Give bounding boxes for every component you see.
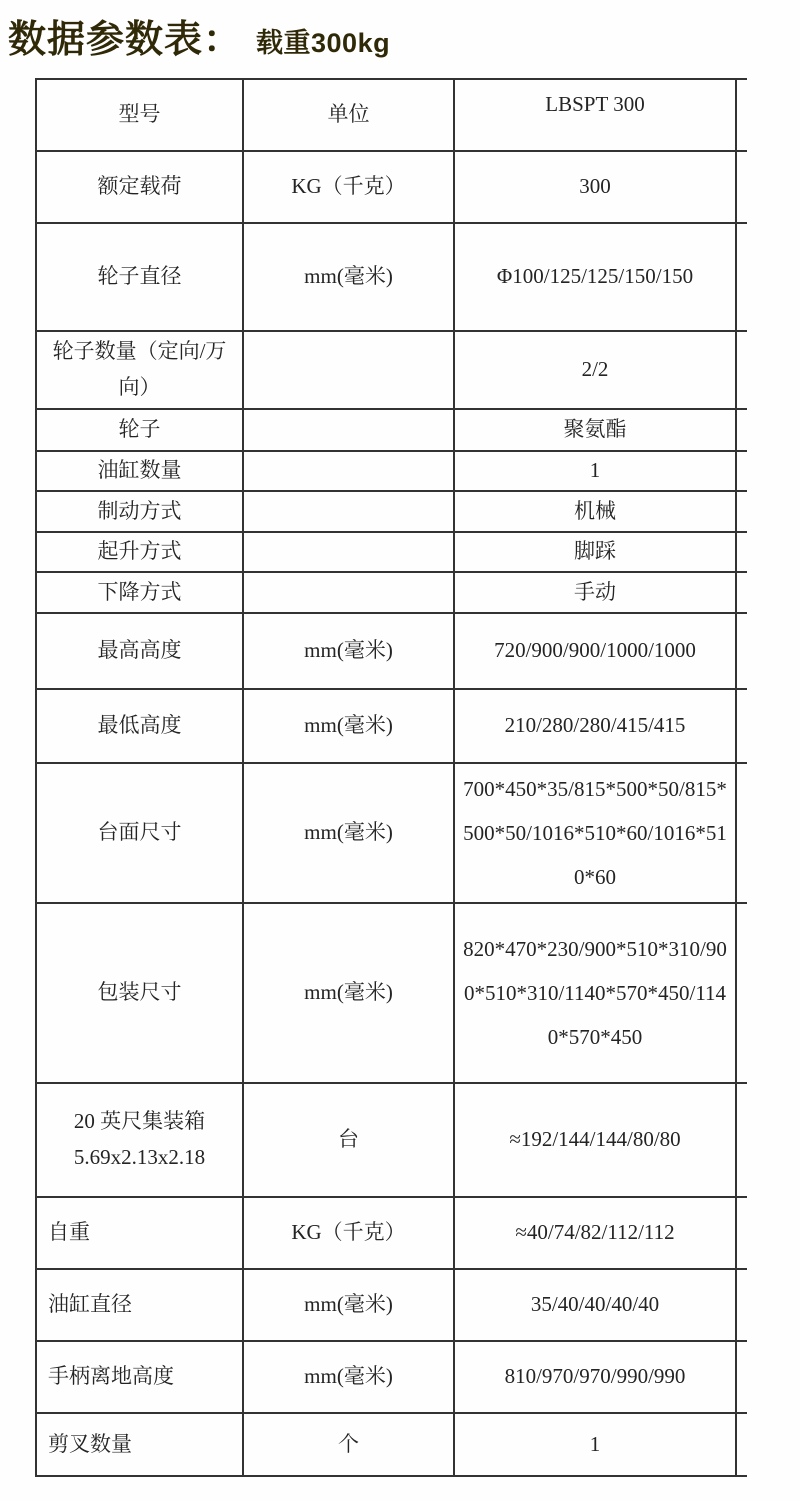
param-label-cell: 手柄离地高度 <box>37 1342 244 1412</box>
table-row <box>37 573 747 614</box>
value-cell: 聚氨酯 <box>455 410 737 450</box>
unit-cell: KG（千克） <box>244 1198 455 1268</box>
table-row <box>37 1342 747 1414</box>
param-label-cell: 自重 <box>37 1198 244 1268</box>
value-cell: 820*470*230/900*510*310/900*510*310/1140*570*450/1140*570*450 <box>455 904 737 1082</box>
value-cell: 2/2 <box>455 332 737 408</box>
param-label-cell: 包装尺寸 <box>37 904 244 1082</box>
page-title <box>8 8 390 63</box>
table-row <box>37 452 747 492</box>
param-label-cell: 剪叉数量 <box>37 1414 244 1475</box>
table-row <box>37 690 747 764</box>
param-label-cell: 台面尺寸 <box>37 764 244 902</box>
value-cell: ≈40/74/82/112/112 <box>455 1198 737 1268</box>
table-row <box>37 1270 747 1342</box>
table-row <box>37 904 747 1084</box>
table-row <box>37 332 747 410</box>
unit-cell: mm(毫米) <box>244 904 455 1082</box>
table-row <box>37 492 747 533</box>
param-label-cell: 轮子 <box>37 410 244 450</box>
value-cell: 720/900/900/1000/1000 <box>455 614 737 688</box>
value-cell: 1 <box>455 1414 737 1475</box>
unit-cell: mm(毫米) <box>244 764 455 902</box>
title-load-capacity: 载重300kg <box>256 28 391 58</box>
unit-cell: KG（千克） <box>244 152 455 222</box>
unit-cell <box>244 573 455 612</box>
table-row <box>37 80 747 152</box>
table-row <box>37 1084 747 1198</box>
unit-cell <box>244 410 455 450</box>
value-cell: 1 <box>455 452 737 490</box>
table-row <box>37 1198 747 1270</box>
value-cell: ≈192/144/144/80/80 <box>455 1084 737 1196</box>
unit-cell <box>244 452 455 490</box>
param-label-cell: 油缸直径 <box>37 1270 244 1340</box>
param-label-cell: 下降方式 <box>37 573 244 612</box>
unit-cell: mm(毫米) <box>244 690 455 762</box>
unit-cell: mm(毫米) <box>244 1270 455 1340</box>
unit-cell: 台 <box>244 1084 455 1196</box>
title-main: 数据参数表： <box>8 19 243 61</box>
unit-cell: 个 <box>244 1414 455 1475</box>
unit-cell: mm(毫米) <box>244 1342 455 1412</box>
spec-table <box>35 78 747 1477</box>
table-row <box>37 1414 747 1477</box>
param-label-cell: 油缸数量 <box>37 452 244 490</box>
value-cell: 700*450*35/815*500*50/815*500*50/1016*510*60/1016*510*60 <box>455 764 737 902</box>
value-cell: 810/970/970/990/990 <box>455 1342 737 1412</box>
param-label-cell: 轮子直径 <box>37 224 244 330</box>
table-row <box>37 224 747 332</box>
unit-cell <box>244 332 455 408</box>
value-cell: 手动 <box>455 573 737 612</box>
param-label-cell: 制动方式 <box>37 492 244 531</box>
table-row <box>37 152 747 224</box>
value-cell: 35/40/40/40/40 <box>455 1270 737 1340</box>
param-label-cell: 20 英尺集装箱 5.69x2.13x2.18 <box>37 1084 244 1196</box>
value-cell: LBSPT 300 <box>455 80 737 150</box>
table-row <box>37 614 747 690</box>
unit-cell: mm(毫米) <box>244 224 455 330</box>
unit-cell <box>244 492 455 531</box>
param-label-cell: 起升方式 <box>37 533 244 571</box>
param-label-cell: 型号 <box>37 80 244 150</box>
param-label-cell: 额定载荷 <box>37 152 244 222</box>
unit-cell <box>244 533 455 571</box>
value-cell: 300 <box>455 152 737 222</box>
value-cell: 210/280/280/415/415 <box>455 690 737 762</box>
table-row <box>37 410 747 452</box>
value-cell: 脚踩 <box>455 533 737 571</box>
table-row <box>37 533 747 573</box>
param-label-cell: 轮子数量（定向/万向） <box>37 332 244 408</box>
param-label-cell: 最高高度 <box>37 614 244 688</box>
table-row <box>37 764 747 904</box>
unit-cell: 单位 <box>244 80 455 150</box>
param-label-cell: 最低高度 <box>37 690 244 762</box>
unit-cell: mm(毫米) <box>244 614 455 688</box>
value-cell: 机械 <box>455 492 737 531</box>
value-cell: Φ100/125/125/150/150 <box>455 224 737 330</box>
